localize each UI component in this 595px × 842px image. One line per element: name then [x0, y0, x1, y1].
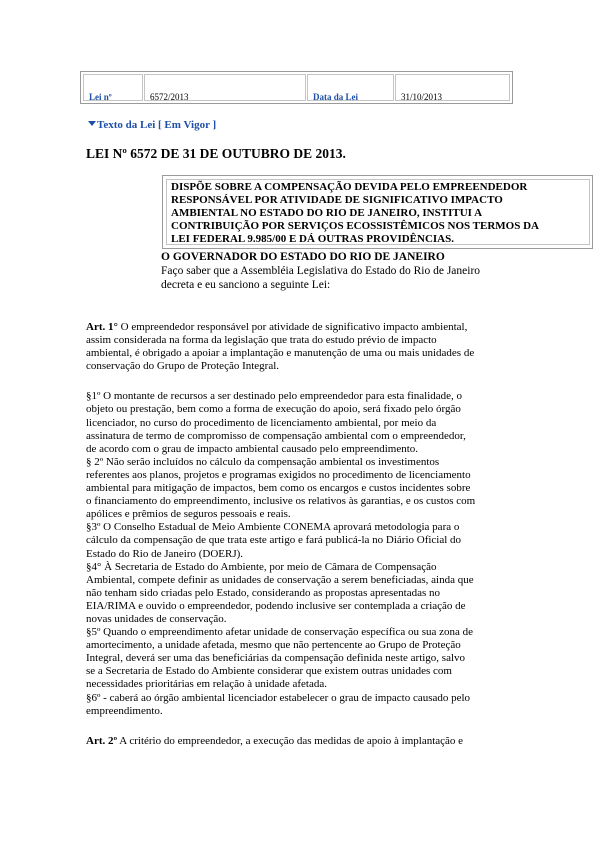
article-line: assim considerada na forma da legislação que trata do estudo prévio de impacto: [86, 334, 437, 347]
paragraph-line: §1º O montante de recursos a ser destinado pelo empreendedor para esta finalidade, o: [86, 390, 463, 403]
paragraph-line: objeto ou prestação, bem como a forma de execução do apoio, será fixado pelo órgão: [86, 403, 461, 416]
paragraph-line: licenciador, no curso do procedimento de licenciamento ambiental, por meio da: [86, 416, 437, 429]
paragraph-5: [86, 626, 516, 691]
ementa-line: DISPÕE SOBRE A COMPENSAÇÃO DEVIDA PELO EMPREENDEDOR: [171, 181, 528, 193]
article-1-label: Art. 1°: [86, 321, 118, 333]
paragraph-line: ambiental para mitigação de impactos, bem como os encargos e custos incidentes sobre: [86, 482, 471, 495]
paragraph-line: §6º - caberá ao órgão ambiental licenciador estabelecer o grau de impacto causado pelo: [86, 691, 471, 704]
paragraph-line: § 2º Não serão incluídos no cálculo da compensação ambiental os investimentos: [86, 455, 440, 468]
lei-number-value: 6572/2013: [150, 92, 189, 102]
paragraph-line: cálculo da compensação de que trata este artigo e fará publicá-la no Diário Oficial do: [86, 534, 462, 547]
paragraph-line: necessidades prioritárias em relação à unidade afetada.: [86, 678, 327, 691]
paragraph-line: EIA/RIMA e ouvido o empreendedor, podendo inclusive ser contemplada a criação de: [86, 599, 466, 612]
ementa-line: CONTRIBUIÇÃO POR SERVIÇOS ECOSSISTÊMICOS NOS TERMOS DA: [171, 220, 539, 232]
paragraph-6: [86, 692, 516, 718]
ementa-box: [162, 175, 593, 249]
lei-date-value: 31/10/2013: [401, 92, 443, 102]
ementa-text: [166, 179, 590, 245]
paragraph-line: novas unidades de conservação.: [86, 612, 227, 625]
lei-number-label-cell: [83, 74, 143, 101]
law-title: LEI Nº 6572 DE 31 DE OUTUBRO DE 2013.: [86, 146, 346, 161]
paragraph-line: referentes aos planos, projetos e programas exigidos no procedimento de licenciamento: [86, 468, 471, 481]
article-1: [86, 321, 516, 373]
article-line: A critério do empreendedor, a execução das medidas de apoio à implantação e: [117, 734, 464, 747]
texto-da-lei-toggle[interactable]: [88, 119, 216, 132]
paragraph-line: assinatura de termo de compromisso de compensação ambiental com o empreendedor,: [86, 429, 466, 442]
expand-triangle-icon: [88, 121, 96, 126]
paragraph-line: §3º O Conselho Estadual de Meio Ambiente CONEMA aprovará metodologia para o: [86, 521, 460, 534]
lei-number-value-cell: [144, 74, 306, 101]
law-body: [86, 321, 516, 748]
article-line: conservação do Grupo de Proteção Integral.: [86, 360, 280, 373]
paragraph-line: apólices e prêmios de seguros pessoais e reais.: [86, 508, 291, 521]
paragraph-1: [86, 390, 516, 455]
paragraph-line: amortecimento, a unidade afetada, mesmo que não pertencente ao Grupo de Proteção: [86, 639, 461, 652]
paragraph-line: de acordo com o grau de impacto ambiental causado pelo empreendimento.: [86, 442, 419, 455]
law-metadata-table: [80, 71, 513, 104]
article-2: [86, 735, 516, 748]
texto-da-lei-label: Texto da Lei [ Em Vigor ]: [97, 119, 217, 131]
governor-heading: O GOVERNADOR DO ESTADO DO RIO DE JANEIRO: [161, 251, 445, 263]
paragraph-line: Estado do Rio de Janeiro (DOERJ).: [86, 547, 244, 560]
lei-date-label-cell: [307, 74, 394, 101]
lei-date-label: Data da Lei: [313, 92, 358, 102]
paragraph-line: §4° À Secretaria de Estado do Ambiente, por meio de Câmara de Compensação: [86, 560, 437, 573]
ementa-line: AMBIENTAL NO ESTADO DO RIO DE JANEIRO, INSTITUI A: [171, 207, 483, 219]
preamble-line: decreta e eu sanciono a seguinte Lei:: [161, 279, 331, 291]
article-line: O empreendedor responsável por atividade de significativo impacto ambiental,: [117, 321, 468, 333]
ementa-line: RESPONSÁVEL POR ATIVIDADE DE SIGNIFICATIVO IMPACTO: [171, 194, 503, 206]
paragraph-line: empreendimento.: [86, 704, 163, 717]
paragraph-line: o financiamento do empreendimento, inclusive os relativos às garantias, e os custos com: [86, 495, 476, 508]
paragraph-2: [86, 456, 516, 521]
paragraph-line: se a Secretaria de Estado do Ambiente considerar que existem outras unidades com: [86, 665, 452, 678]
lei-date-value-cell: [395, 74, 510, 101]
paragraph-3: [86, 521, 516, 560]
article-line: ambiental, é obrigado a apoiar a implantação e manutenção de uma ou mais unidades de: [86, 347, 475, 360]
article-2-label: Art. 2º: [86, 734, 118, 747]
paragraph-4: [86, 561, 516, 626]
lei-number-label: Lei nº: [89, 92, 112, 102]
preamble-line: Faço saber que a Assembléia Legislativa do Estado do Rio de Janeiro: [161, 265, 481, 277]
paragraph-line: §5º Quando o empreendimento afetar unidade de conservação específica ou sua zona de: [86, 626, 474, 639]
paragraph-line: Integral, deverá ser uma das beneficiárias da compensação definida neste artigo, salvo: [86, 652, 466, 665]
paragraph-line: não tenham sido criadas pelo Estado, considerando as propostas apresentadas no: [86, 586, 441, 599]
paragraph-line: Ambiental, compete definir as unidades de conservação a serem beneficiadas, ainda que: [86, 573, 474, 586]
preamble: [161, 250, 480, 292]
ementa-line: LEI FEDERAL 9.985/00 E DÁ OUTRAS PROVIDÊNCIAS.: [171, 233, 454, 245]
